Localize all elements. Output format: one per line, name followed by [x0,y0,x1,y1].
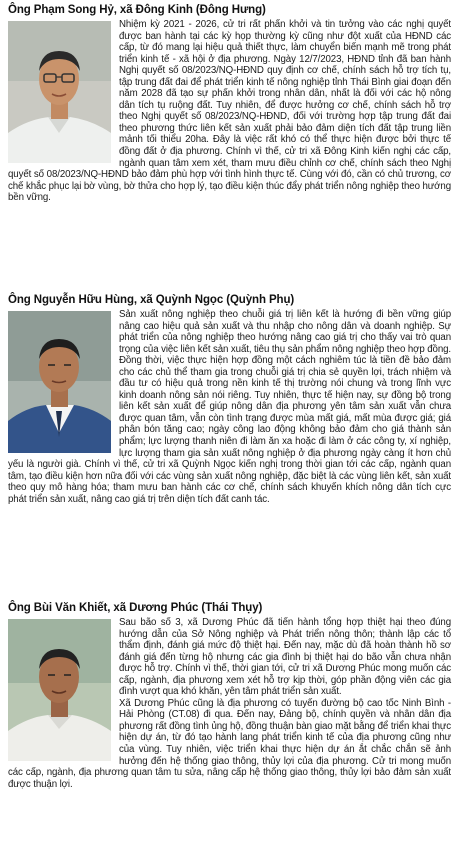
voter-name-heading: Ông Bùi Văn Khiết, xã Dương Phúc (Thái Thụy) [8,602,263,614]
voter-name-heading: Ông Phạm Song Hỷ, xã Đông Kinh (Đông Hưng) [8,4,266,16]
paragraph: Sau bão số 3, xã Dương Phúc đã tiến hành tổng hợp thiệt hại theo đúng hướng dẫn của Sở Nông nghiệp và Phát triển nông thôn; thành lập các tổ thẩm định, đánh giá mức độ thiệt hại. Đến nay, mặc dù đã hoàn thành hồ sơ đánh giá đến từng hộ nhưng các gia đình bị thiệt hại do bão vẫn chưa nhận được hỗ trợ. Chính vì thế, thời gian tới, cử tri xã Dương Phúc mong muốn các cấp, ngành, địa phương xem xét hỗ trợ kịp thời, góp phần động viên các gia đình vượt qua khó khăn, yên tâm phát triển sản xuất. [119,617,451,698]
voter-opinion-text [8,309,451,505]
voter-section-pham-song-hy [8,3,451,204]
paragraph: Xã Dương Phúc cũng là địa phương có tuyến đường bộ cao tốc Ninh Bình - Hải Phòng (CT.08) đi qua. Đến nay, Đảng bộ, chính quyền và nhân dân địa phương rất đồng tình ủng hộ, đồng thuận bàn giao mặt bằng để triển khai thực hiện dự án, từ đó tạo hành lang phát triển kinh tế của địa phương cũng như của vùng. Tuy nhiên, việc triển khai thực hiện dự án ắt chắc chắn sẽ ảnh hưởng đến hệ thống giao thông, thủy lợi của địa phương. Cử tri mong muốn các cấp, ngành, địa phương quan tâm tu sửa, nâng cấp hệ thống giao thông, thủy lợi bảo đảm sản xuất được thuận lợi. [8,697,451,790]
portrait-photo [8,619,111,761]
voter-name-heading: Ông Nguyễn Hữu Hùng, xã Quỳnh Ngọc (Quỳnh Phụ) [8,294,295,306]
portrait-photo [8,21,111,163]
voter-section-nguyen-huu-hung [8,293,451,505]
portrait-man-white-shirt-icon [8,619,111,761]
voter-opinion-text [8,617,451,790]
portrait-man-blue-suit-icon [8,311,111,453]
voter-section-bui-van-khiet [8,601,451,790]
paragraph: Nhiệm kỳ 2021 - 2026, cử tri rất phấn khởi và tin tưởng vào các nghị quyết được ban hành tại các kỳ họp thường kỳ cũng như đột xuất của HĐND các cấp, từ đó mang lại hiệu quả thiết thực, làm chuyển biến mạnh mẽ trong phát triển kinh tế - xã hội ở địa phương. Ngày 12/7/2023, HĐND tỉnh đã ban hành Nghị quyết số 08/2023/NQ-HĐND quy định cơ chế, chính sách hỗ trợ tích tụ, tập trung đất đai để phát triển kinh tế nông nghiệp tỉnh Thái Bình giai đoạn đến năm 2028 đã tạo sự phấn khởi trong nhân dân, nhất là đối với các hộ nông dân tích tụ ruộng đất. Tuy nhiên, để được hưởng cơ chế, chính sách hỗ trợ theo Nghị quyết số 08/2023/NQ-HĐND, đối với trường hợp tập trung đất đai theo phương thức liên kết sản xuất phải bảo đảm diện tích đất tập trung liền mảnh tối thiểu 20ha. Đây là việc rất khó có thể thực hiện được bởi thực tế đồng đất ở địa phương. Chính vì thế, cử tri xã Đông Kinh kiến nghị các cấp, ngành quan tâm xem xét, tham mưu điều chỉnh cơ chế, chính sách theo Nghị quyết số 08/2023/NQ-HĐND bảo đảm phù hợp với tình hình thực tế. Cùng với đó, cần có chủ trương, cơ chế khắc phục lại bờ vùng, bờ thửa cho hợp lý, tạo điều kiện thúc đẩy phát triển nông nghiệp theo hướng bền vững. [8,19,451,204]
paragraph: Sản xuất nông nghiệp theo chuỗi giá trị liên kết là hướng đi bền vững giúp nâng cao hiệu quả sản xuất và thu nhập cho nông dân và doanh nghiệp. Sự phát triển của nông nghiệp theo hướng nâng cao giá trị cho thấy vai trò quan trọng của việc liên kết sản xuất, tiêu thụ sản phẩm nông nghiệp theo hợp đồng. Đồng thời, việc thực hiện hợp đồng một cách nghiêm túc là tiền đề bảo đảm cho các chủ thể tham gia trong chuỗi giá trị chia sẻ quyền lợi, trách nhiệm và đầu tư có hiệu quả trong nền kinh tế thị trường nói chung và trong lĩnh vực kinh doanh nông sản nói riêng. Tuy nhiên, thực tế hiện nay, sự đồng bộ trong liên kết sản xuất để giúp nông dân địa phương yên tâm sản xuất vẫn chưa được quan tâm, vẫn còn tình trạng được mùa mất giá, mất mùa được giá; giá phân bón tăng cao; ngày công lao động không bảo đảm cho giá thành sản phẩm; lực lượng thanh niên đi làm ăn xa hoặc đi làm ở các công ty, xí nghiệp, lực lượng tham gia sản xuất nông nghiệp ở địa phương ngày càng ít hơn chủ yếu là người già. Chính vì thế, cử tri xã Quỳnh Ngọc kiến nghị trong thời gian tới các cấp, ngành quan tâm, tạo điều kiện hơn nữa đối với các vùng sản xuất nông nghiệp, đặc biệt là các vùng liên kết, sản xuất theo quy mô hàng hóa; tham mưu ban hành các cơ chế, chính sách khuyến khích nông dân tích cực phát triển sản xuất, nâng cao giá trị trên diện tích đất canh tác. [8,309,451,505]
portrait-photo [8,311,111,453]
portrait-man-glasses-icon [8,21,111,163]
voter-opinion-text [8,19,451,204]
